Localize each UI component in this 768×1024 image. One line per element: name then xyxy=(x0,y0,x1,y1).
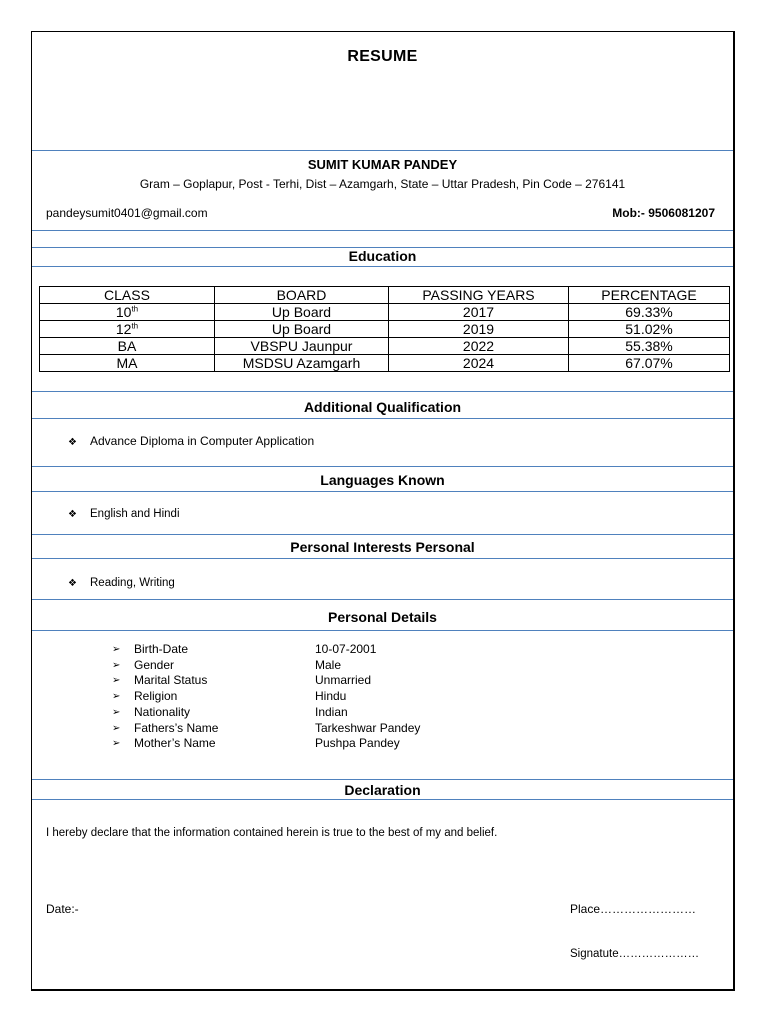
cell-percent: 55.38% xyxy=(569,338,730,355)
candidate-name: SUMIT KUMAR PANDEY xyxy=(307,157,458,172)
detail-label: Religion xyxy=(134,689,178,704)
divider xyxy=(32,630,733,631)
detail-label: Birth-Date xyxy=(134,642,189,656)
list-item xyxy=(112,658,420,674)
arrow-bullet-icon: ➢ xyxy=(112,659,121,671)
cell-year: 2024 xyxy=(389,355,569,372)
cell-board: MSDSU Azamgarh xyxy=(215,355,389,372)
divider xyxy=(32,466,733,467)
header-percentage: PERCENTAGE xyxy=(569,287,730,304)
cell-class: 10th xyxy=(40,304,215,321)
declaration-text: I hereby declare that the information contained herein is true to the best of my and belief. xyxy=(46,827,498,839)
divider xyxy=(32,230,733,231)
diamond-bullet-icon: ❖ xyxy=(68,509,77,520)
section-languages: Languages Known xyxy=(320,472,445,488)
divider xyxy=(32,491,733,492)
detail-value: Hindu xyxy=(315,689,347,704)
divider xyxy=(32,150,733,151)
detail-value: Tarkeshwar Pandey xyxy=(315,720,421,735)
arrow-bullet-icon: ➢ xyxy=(112,706,121,718)
list-item xyxy=(112,689,420,705)
divider xyxy=(32,266,733,267)
header-board: BOARD xyxy=(215,287,389,304)
arrow-bullet-icon: ➢ xyxy=(112,738,121,750)
cell-class: BA xyxy=(40,338,215,355)
resume-page xyxy=(31,31,735,991)
list-item xyxy=(112,705,420,721)
detail-value: Pushpa Pandey xyxy=(315,736,400,751)
header-class: CLASS xyxy=(40,287,215,304)
list-item xyxy=(68,434,314,448)
cell-class: MA xyxy=(40,355,215,372)
table-row xyxy=(40,321,730,338)
divider xyxy=(32,418,733,419)
arrow-bullet-icon: ➢ xyxy=(112,675,121,687)
detail-value: Unmarried xyxy=(315,673,372,688)
languages-item-text: English and Hindi xyxy=(90,508,180,520)
arrow-bullet-icon: ➢ xyxy=(112,722,121,734)
cell-percent: 51.02% xyxy=(569,321,730,338)
detail-value: 10-07-2001 xyxy=(315,642,377,656)
section-declaration: Declaration xyxy=(344,782,421,798)
list-item xyxy=(112,673,420,689)
cell-class: 12th xyxy=(40,321,215,338)
resume-title: RESUME xyxy=(347,48,418,65)
cell-year: 2022 xyxy=(389,338,569,355)
cell-year: 2019 xyxy=(389,321,569,338)
date-label: Date:- xyxy=(46,902,79,916)
signature-label: Signatute………………… xyxy=(570,948,700,960)
divider xyxy=(32,391,733,392)
section-interests: Personal Interests Personal xyxy=(290,539,475,555)
interests-item-text: Reading, Writing xyxy=(90,577,175,589)
divider xyxy=(32,799,733,800)
education-table xyxy=(39,286,730,372)
cell-board: VBSPU Jaunpur xyxy=(215,338,389,355)
cell-board: Up Board xyxy=(215,321,389,338)
header-years: PASSING YEARS xyxy=(389,287,569,304)
list-item xyxy=(68,508,180,520)
arrow-bullet-icon: ➢ xyxy=(112,691,121,703)
place-label: Place…………………… xyxy=(570,902,697,916)
arrow-bullet-icon: ➢ xyxy=(112,644,121,655)
cell-board: Up Board xyxy=(215,304,389,321)
detail-label: Marital Status xyxy=(134,673,208,688)
additional-item-text: Advance Diploma in Computer Application xyxy=(90,434,315,448)
table-row xyxy=(40,355,730,372)
diamond-bullet-icon: ❖ xyxy=(68,437,77,448)
divider xyxy=(32,558,733,559)
detail-value: Indian xyxy=(315,704,348,719)
divider xyxy=(32,599,733,600)
table-row xyxy=(40,338,730,355)
table-header-row xyxy=(40,287,730,304)
divider xyxy=(32,534,733,535)
section-education: Education xyxy=(348,248,417,264)
diamond-bullet-icon: ❖ xyxy=(68,578,77,589)
divider xyxy=(32,779,733,780)
address: Gram – Goplapur, Post - Terhi, Dist – Azamgarh, State – Uttar Pradesh, Pin Code – 276141 xyxy=(139,177,626,191)
list-item xyxy=(112,721,420,737)
email: pandeysumit0401@gmail.com xyxy=(46,206,208,220)
list-item xyxy=(112,642,420,658)
cell-percent: 69.33% xyxy=(569,304,730,321)
section-personal-details: Personal Details xyxy=(328,609,437,625)
detail-label: Nationality xyxy=(134,704,191,719)
detail-value: Male xyxy=(315,657,342,672)
personal-details-list xyxy=(112,642,420,752)
mobile: Mob:- 9506081207 xyxy=(612,206,715,220)
cell-year: 2017 xyxy=(389,304,569,321)
detail-label: Mother’s Name xyxy=(134,736,216,751)
list-item xyxy=(68,577,175,589)
detail-label: Gender xyxy=(134,657,175,672)
detail-label: Fathers’s Name xyxy=(134,720,219,735)
section-additional-qualification: Additional Qualification xyxy=(303,399,462,415)
cell-percent: 67.07% xyxy=(569,355,730,372)
list-item xyxy=(112,736,420,752)
table-row xyxy=(40,304,730,321)
